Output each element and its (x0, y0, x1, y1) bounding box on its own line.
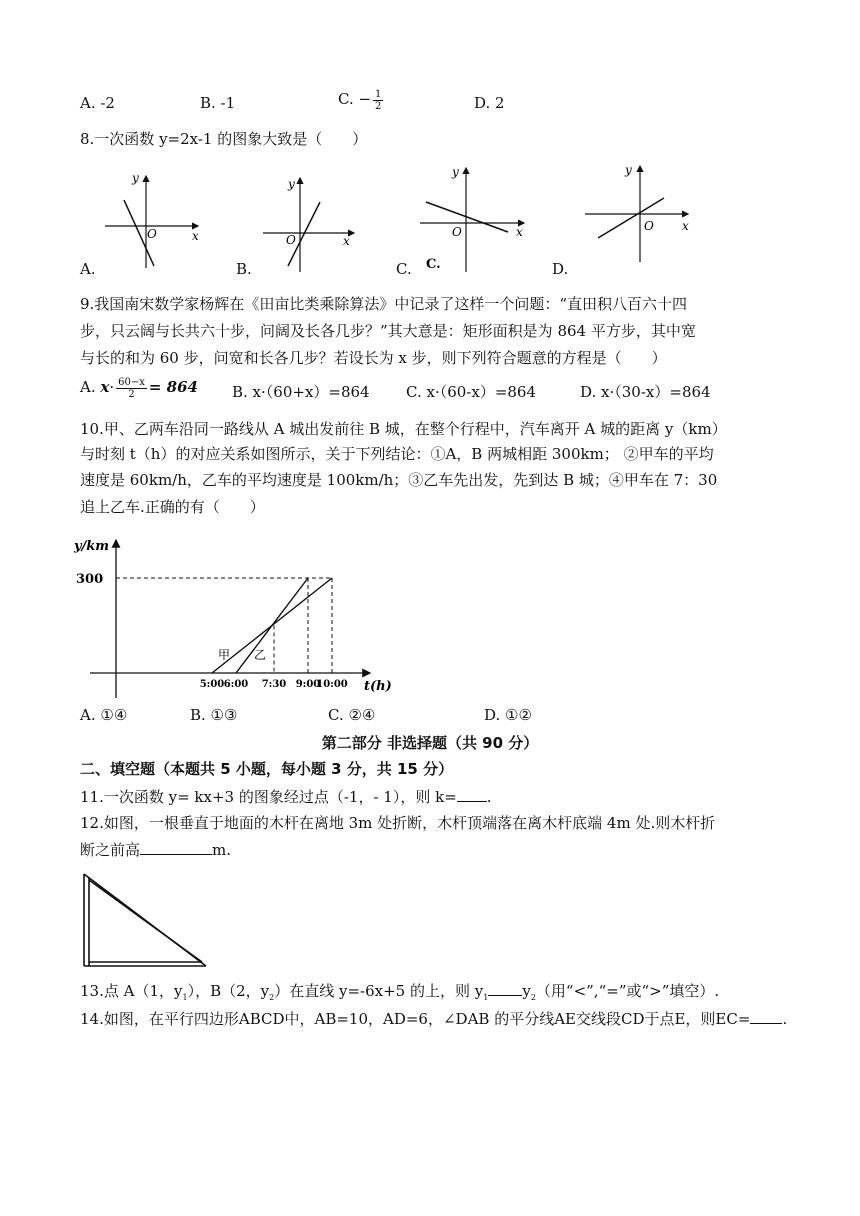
series-line-yi (236, 578, 308, 673)
q9-option-c: C. x·（60-x）=864 (406, 383, 537, 401)
q13-text-2: ），B（2，y (187, 982, 270, 1000)
q9-option-b: B. x·（60+x）=864 (232, 383, 370, 401)
q13-answer-blank[interactable] (488, 980, 522, 996)
q8-d-origin-label: O (644, 219, 654, 233)
q14 (80, 1008, 787, 1030)
q13-sub-4: 2 (530, 993, 536, 1002)
part2-title: 第二部分 非选择题（共 90 分） (321, 734, 539, 752)
q8-a-origin-label: O (147, 227, 157, 241)
q10-line-2: 与时刻 t（h）的对应关系如图所示，关于下列结论：①A，B 两城相距 300km； ②甲车的平均 (80, 445, 714, 463)
x-tick-label: 7:30 (261, 679, 287, 690)
q7-option-c (338, 88, 385, 112)
q11-text: 11.一次函数 y= kx+3 的图象经过点（-1，- 1），则 k= (80, 788, 457, 806)
q9-option-a-prefix: A. (80, 378, 96, 396)
q9-option-a (80, 376, 198, 400)
q10-option-d: D. ①② (484, 706, 532, 724)
q8-c-y-label: y (452, 165, 459, 179)
q8-b-x-label: x (343, 234, 350, 248)
q8-label-b: B. (236, 260, 252, 278)
x-tick-label: 9:00 (295, 679, 321, 690)
q9-option-a-rhs: = 864 (148, 378, 198, 396)
y-tick-300: 300 (76, 572, 104, 587)
x-tick-label: 10:00 (316, 679, 348, 690)
fraction-numerator: 60−x (118, 376, 145, 388)
q13-text-3: ）在直线 y=-6x+5 的上，则 y (274, 982, 484, 1000)
q14-answer-blank[interactable] (750, 1008, 782, 1024)
q11 (80, 786, 492, 808)
x-tick-label: 6:00 (223, 679, 249, 690)
q7-option-c-prefix: C. − (338, 90, 372, 108)
q12-text: 断之前高 (80, 841, 141, 859)
q12-line-1: 12.如图，一根垂直于地面的木杆在离地 3m 处折断，木杆顶端落在离木杆底端 4m 处.则木杆折 (80, 814, 716, 832)
q11-end: . (486, 788, 492, 806)
x-axis-label: t(h) (364, 679, 392, 694)
q7-option-c-fraction (373, 89, 383, 112)
q12-answer-blank[interactable] (140, 839, 212, 855)
q8-graph-options (80, 160, 780, 280)
q12-broken-pole-figure (78, 870, 212, 970)
q13 (80, 980, 719, 1009)
q8-a-x-label: x (192, 229, 199, 243)
q8-label-a: A. (80, 260, 96, 278)
q8-d-x-label: x (682, 219, 689, 233)
q10-option-c: C. ②④ (328, 706, 376, 724)
q10-option-a: A. ①④ (80, 706, 128, 724)
fraction-numerator: 1 (375, 88, 382, 100)
q10-line-1: 10.甲、乙两车沿同一路线从 A 城出发前往 B 城，在整个行程中，汽车离开 A 城的距离 y（km） (80, 420, 727, 438)
q13-text-1: 13.点 A（1，y (80, 982, 183, 1000)
q13-text-4: y (522, 982, 531, 1000)
q10-line-3: 速度是 60km/h，乙车的平均速度是 100km/h；③乙车先出发，先到达 B 城；④甲车在 7：30 (80, 471, 718, 489)
q9-option-a-fraction (116, 377, 147, 400)
x-tick-label: 5:00 (199, 679, 225, 690)
series-label-yi: 乙 (254, 648, 267, 662)
q8-c-inner-label: C. (426, 257, 441, 272)
q13-text-5: （用“<”,“=”或“>”填空）. (535, 982, 720, 1000)
q8-b-y-label: y (288, 177, 295, 191)
q11-answer-blank[interactable] (457, 786, 487, 802)
q9-option-d: D. x·（30-x）=864 (580, 383, 711, 401)
q7-option-a: A. -2 (80, 94, 115, 112)
y-axis-label: y/km (74, 539, 110, 554)
q9-line-2: 步，只云阔与长共六十步，问阔及长各几步？”其大意是：矩形面积是为 864 平方步，其中宽 (80, 322, 696, 340)
q9-option-a-dot: · (109, 378, 115, 396)
q8-label-d: D. (552, 260, 569, 278)
q13-sub-1: 1 (182, 993, 188, 1002)
q8-a-y-label: y (132, 171, 139, 185)
series-label-jia: 甲 (218, 648, 231, 662)
q8-graph-d (585, 163, 689, 262)
q9-line-1: 9.我国南宋数学家杨辉在《田亩比类乘除算法》中记录了这样一个问题：“直田积八百六十四 (80, 295, 687, 313)
q8-label-c: C. (396, 260, 412, 278)
q10-line-4: 追上乙车.正确的有（ ） (80, 498, 265, 516)
q9-line-3: 与长的和为 60 步，问宽和长各几步？若设长为 x 步，则下列符合题意的方程是（ ） (80, 349, 667, 367)
q7-option-d: D. 2 (474, 94, 505, 112)
fraction-denominator: 2 (375, 100, 382, 112)
q8-c-x-label: x (516, 225, 523, 239)
fraction-denominator: 2 (128, 388, 135, 400)
q7-option-b: B. -1 (200, 94, 236, 112)
q8-graph-a (105, 171, 199, 268)
q8-graph-c (420, 165, 524, 272)
fill-blank-section-title: 二、填空题（本题共 5 小题，每小题 3 分，共 15 分） (80, 760, 454, 778)
q8-stem: 8.一次函数 y=2x-1 的图象大致是（ ） (80, 130, 368, 148)
q8-d-y-label: y (625, 163, 632, 177)
q13-sub-3: 1 (483, 993, 489, 1002)
q10-distance-time-chart (70, 528, 410, 700)
q14-text: 14.如图，在平行四边形ABCD中，AB=10，AD=6，∠DAB 的平分线AE交线段CD于点E，则EC= (80, 1010, 751, 1028)
q9-option-a-x: x (100, 378, 110, 396)
q12-line-2 (80, 839, 231, 861)
q14-end: . (782, 1010, 788, 1028)
q8-b-origin-label: O (286, 233, 296, 247)
q8-graph-b (263, 177, 354, 272)
q8-c-origin-label: O (452, 225, 462, 239)
q12-unit: m. (212, 841, 232, 859)
q10-option-b: B. ①③ (190, 706, 238, 724)
q13-sub-2: 2 (269, 993, 275, 1002)
